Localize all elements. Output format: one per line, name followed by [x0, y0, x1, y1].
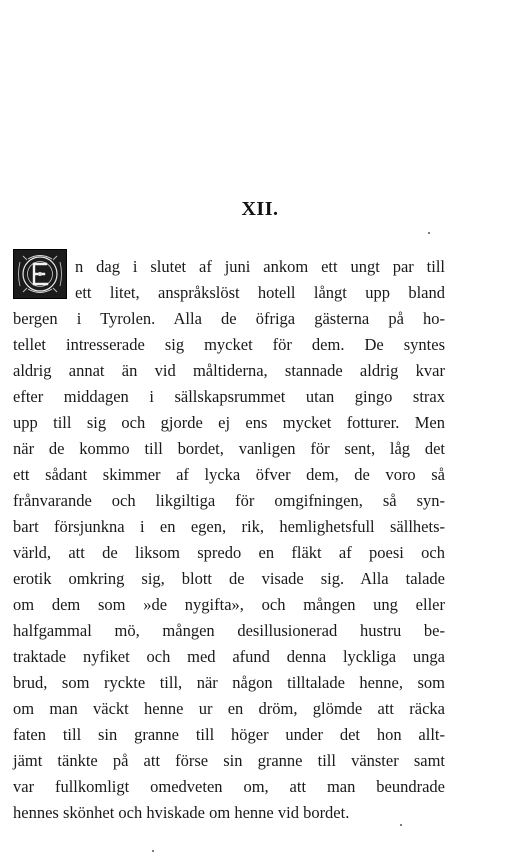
text-line: brud, som ryckte till, när någon tilltalade henne, som — [13, 673, 445, 692]
text-line: traktade nyfiket och med afund denna lyckliga unga — [13, 647, 445, 666]
text-line: bergen i Tyrolen. Alla de öfriga gästerna på ho- — [13, 309, 445, 328]
text-line: frånvarande och likgiltiga för omgifningen, så syn- — [13, 491, 445, 510]
chapter-heading: XII. — [241, 198, 279, 220]
text-line: aldrig annat än vid måltiderna, stannade aldrig kvar — [13, 361, 445, 380]
text-line: faten till sin granne till höger under det hon allt- — [13, 725, 445, 744]
text-line: värld, att de liksom spredo en fläkt af poesi och — [13, 543, 445, 562]
text-line: halfgammal mö, mången desillusionerad hustru be- — [13, 621, 445, 640]
text-line: ett litet, anspråkslöst hotell långt upp bland — [75, 283, 445, 302]
decorative-initial — [13, 249, 67, 299]
text-line: om man väckt henne ur en dröm, glömde att räcka — [13, 699, 445, 718]
text-line: jämt tänkte på att förse sin granne till vänster samt — [13, 751, 445, 770]
text-line: upp till sig och gjorde ej ens mycket fotturer. Men — [13, 413, 445, 432]
text-line: var fullkomligt omedveten om, att man beundrade — [13, 777, 445, 796]
text-line: n dag i slutet af juni ankom ett ungt par till — [75, 257, 445, 276]
text-line: ett sådant skimmer af lycka öfver dem, de voro så — [13, 465, 445, 484]
print-speck — [428, 232, 430, 234]
text-line: efter middagen i sällskapsrummet utan gingo strax — [13, 387, 445, 406]
text-line: tellet intresserade sig mycket för dem. De syntes — [13, 335, 445, 354]
print-speck — [400, 824, 402, 826]
text-line: bart försjunkna i en egen, rik, hemlighetsfull sällhets- — [13, 517, 445, 536]
text-line: erotik omkring sig, blott de visade sig. Alla talade — [13, 569, 445, 588]
ornamental-initial-icon — [14, 250, 66, 298]
text-line: om dem som »de nygifta», och mången ung eller — [13, 595, 445, 614]
text-line: när de kommo till bordet, vanligen för sent, låg det — [13, 439, 445, 458]
print-speck — [152, 850, 154, 852]
text-line: hennes skönhet och hviskade om henne vid bordet. — [13, 803, 350, 822]
